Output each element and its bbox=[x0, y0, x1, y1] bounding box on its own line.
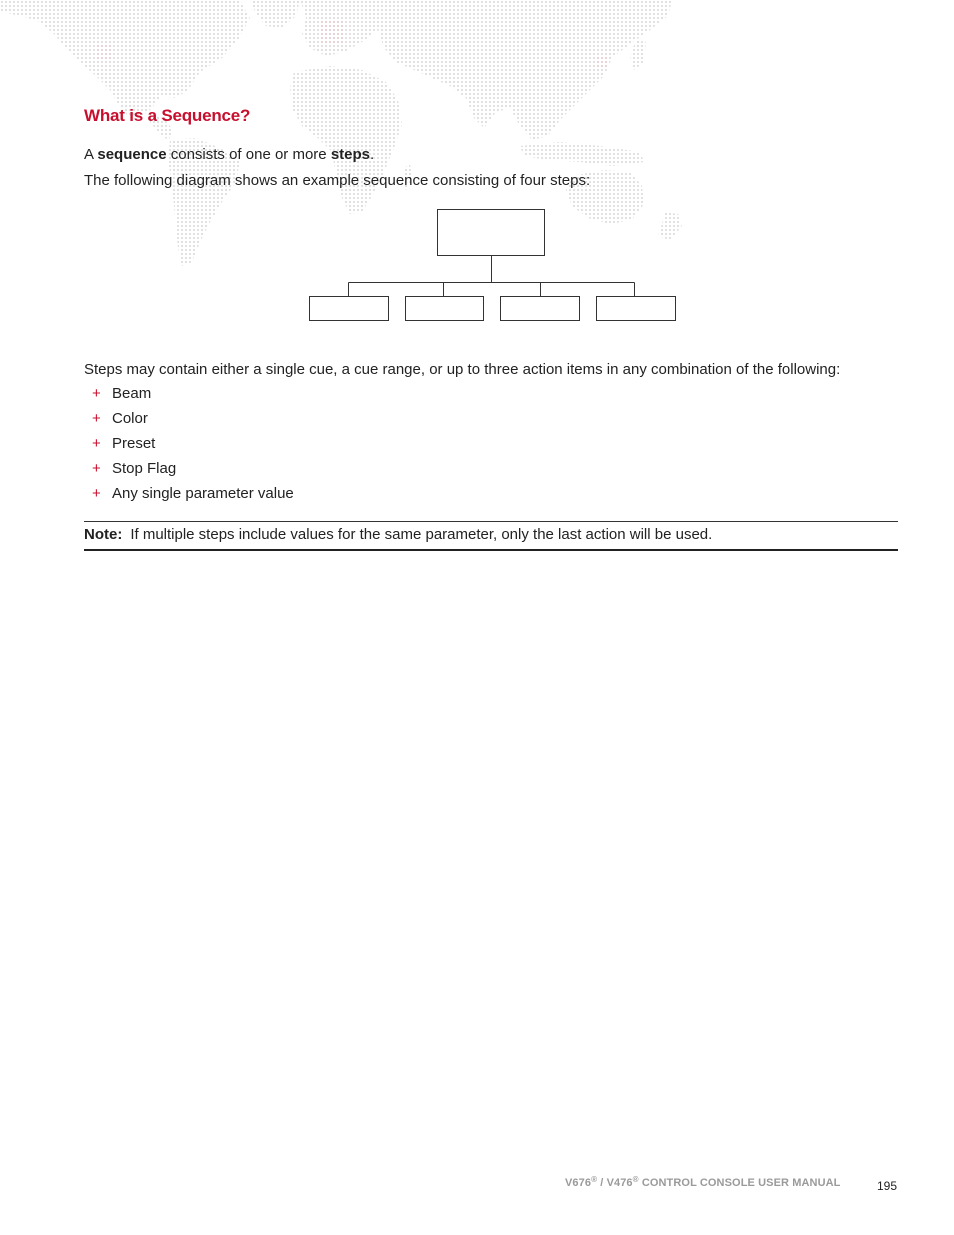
note-box bbox=[84, 521, 898, 551]
list-item-label: Preset bbox=[112, 435, 156, 452]
note-label: Note: bbox=[84, 526, 123, 543]
step-box bbox=[501, 297, 580, 321]
list-item bbox=[84, 434, 294, 459]
registered-mark: ® bbox=[591, 1175, 598, 1184]
map-north-america bbox=[0, 0, 250, 118]
steps-intro: Steps may contain either a single cue, a cue range, or up to three action items in any combination of the following: bbox=[84, 361, 841, 378]
list-item bbox=[84, 409, 294, 434]
page-number: 195 bbox=[877, 1179, 898, 1193]
footer-model-b: V476 bbox=[606, 1177, 633, 1189]
map-accent-cluster bbox=[596, 56, 608, 68]
list-item-label: Stop Flag bbox=[112, 460, 177, 477]
intro-paragraph bbox=[84, 145, 374, 165]
map-asia bbox=[378, 0, 672, 140]
list-item bbox=[84, 484, 294, 509]
page-title: What is a Sequence? bbox=[84, 106, 251, 125]
step-box bbox=[310, 297, 389, 321]
note-text: If multiple steps include values for the same parameter, only the last action will be used. bbox=[130, 526, 713, 543]
map-accent-cluster bbox=[320, 20, 344, 44]
registered-mark: ® bbox=[632, 1175, 639, 1184]
step-box bbox=[406, 297, 484, 321]
plus-bullet-icon: + bbox=[92, 410, 101, 427]
map-indonesia bbox=[520, 142, 644, 166]
map-japan bbox=[630, 40, 646, 70]
footer-manual-title: CONTROL CONSOLE USER MANUAL bbox=[641, 1177, 841, 1189]
plus-bullet-icon: + bbox=[92, 460, 101, 477]
plus-bullet-icon: + bbox=[92, 435, 101, 452]
map-accent-cluster bbox=[96, 44, 112, 60]
footer-model-a: V676 bbox=[565, 1177, 592, 1189]
map-greenland bbox=[250, 0, 300, 28]
list-item-label: Color bbox=[112, 410, 148, 427]
term-sequence: sequence bbox=[97, 146, 167, 163]
diagram-caption: The following diagram shows an example sequence consisting of four steps: bbox=[84, 172, 591, 189]
list-item-label: Any single parameter value bbox=[112, 485, 294, 502]
term-steps: steps bbox=[330, 146, 370, 163]
intro-suffix: . bbox=[370, 146, 375, 163]
sequence-box bbox=[438, 210, 545, 256]
plus-bullet-icon: + bbox=[92, 485, 101, 502]
intro-middle: consists of one or more bbox=[170, 146, 327, 163]
footer-separator: / bbox=[600, 1177, 604, 1189]
sequence-diagram bbox=[300, 205, 690, 330]
list-item bbox=[84, 459, 294, 484]
action-item-list bbox=[84, 384, 294, 509]
list-item bbox=[84, 384, 294, 409]
footer-title bbox=[565, 1177, 840, 1189]
map-africa bbox=[290, 66, 402, 214]
plus-bullet-icon: + bbox=[92, 385, 101, 402]
step-box bbox=[597, 297, 676, 321]
list-item-label: Beam bbox=[112, 385, 152, 402]
intro-prefix: A bbox=[84, 146, 94, 163]
